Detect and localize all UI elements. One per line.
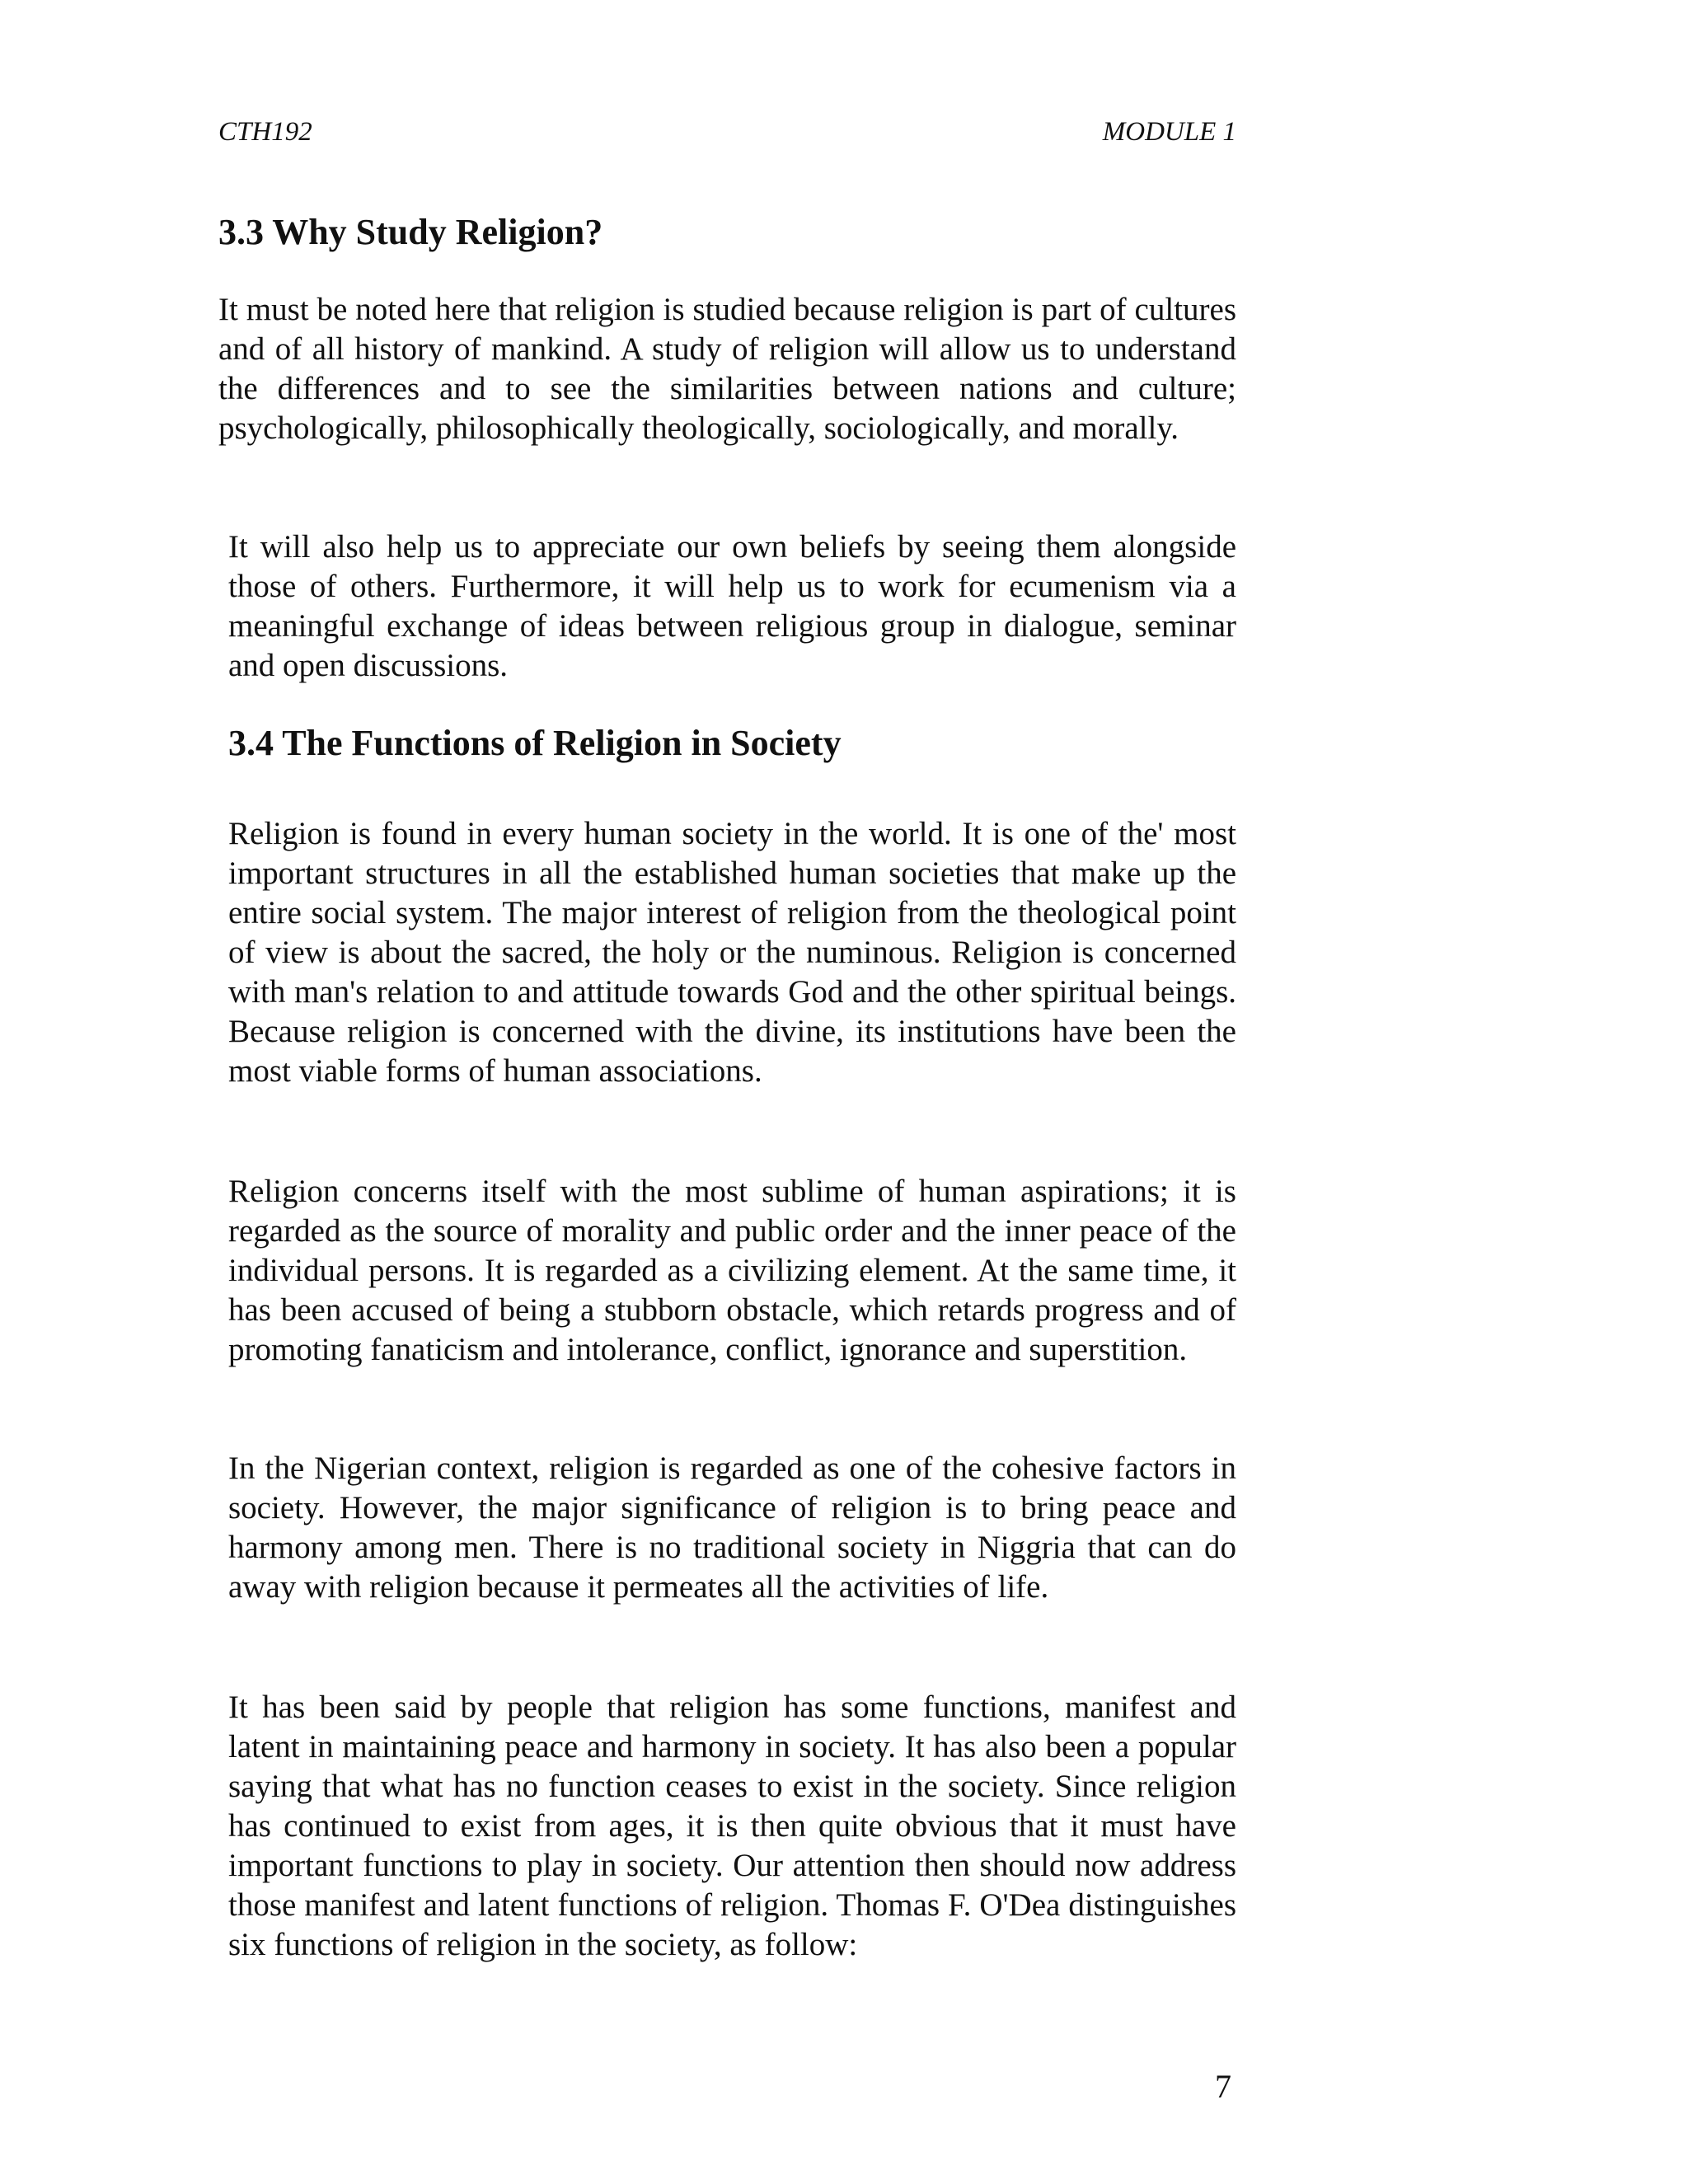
- paragraph: It must be noted here that religion is studied because religion is part of cultures and of all history of mankind. A study of religion will allow us to understand the differences and to see the similarities between nations and culture; psychologically, philosophically theologically, sociologically, and morally.: [218, 292, 1236, 446]
- paragraph: It will also help us to appreciate our own beliefs by seeing them alongside those of others. Furthermore, it will help us to work for ecumenism via a meaningful exchange of ideas between religious group in dialogue, seminar and open discussions.: [228, 529, 1236, 683]
- paragraph: Religion concerns itself with the most sublime of human aspirations; it is regarded as the source of morality and public order and the inner peace of the individual persons. It is regarded as a civilizing element. At the same time, it has been accused of being a stubborn obstacle, which retards progress and of promoting fanaticism and intolerance, conflict, ignorance and superstition.: [228, 1174, 1236, 1367]
- paragraph: Religion is found in every human society in the world. It is one of the' most important structures in all the established human societies that make up the entire social system. The major interest of religion from the theological point of view is about the sacred, the holy or the numinous. Religion is concerned with man's relation to and attitude towards God and the other spiritual beings. Because religion is concerned with the divine, its institutions have been the most viable forms of human associations.: [228, 816, 1236, 1089]
- running-header: [218, 117, 1236, 148]
- paragraph: In the Nigerian context, religion is regarded as one of the cohesive factors in society. However, the major significance of religion is to bring peace and harmony among men. There is no traditional society in Niggria that can do away with religion because it permeates all the activities of life.: [228, 1451, 1236, 1605]
- module-label: MODULE 1: [1102, 117, 1236, 147]
- paragraph: It has been said by people that religion has some functions, manifest and latent in maintaining peace and harmony in society. It has also been a popular saying that what has no function ceases to exist in the society. Since religion has continued to exist from ages, it is then quite obvious that it must have important functions to play in society. Our attention then should now address those manifest and latent functions of religion. Thomas F. O'Dea distinguishes six functions of religion in the society, as follow:: [228, 1690, 1236, 1962]
- page-number: 7: [1215, 2068, 1231, 2105]
- section-heading-why-study-religion: 3.3 Why Study Religion?: [218, 212, 603, 252]
- section-heading-functions-of-religion: 3.4 The Functions of Religion in Society: [228, 723, 842, 763]
- course-code: CTH192: [218, 117, 312, 147]
